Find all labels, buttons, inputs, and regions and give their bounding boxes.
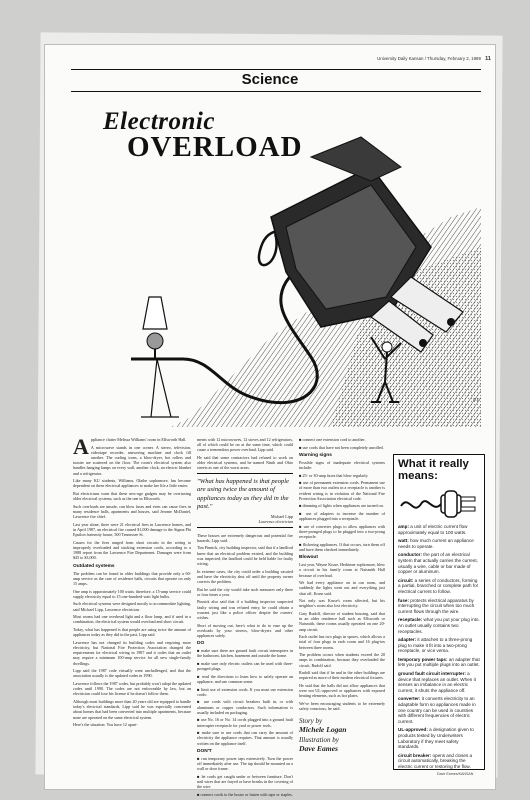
body-paragraph: But electricians warn that these new-age gadgets may be overtaxing older electrical systems, such as the one in Ellsworth. bbox=[73, 491, 191, 502]
glossary-entry bbox=[398, 671, 480, 693]
running-head bbox=[251, 56, 491, 62]
glossary-term: amp: bbox=[398, 524, 409, 529]
body-paragraph: Causes for the fires ranged from short circuits in the wiring to improperly overloaded and stacking extension cords, according to a 1988 report from the Lawrence Fire Department. Damages were from $45 to $3,000. bbox=[73, 539, 191, 561]
do-item: ■ make sure there are ground fault circuit interrupters in the bathroom, kitchen, basement and outside the home. bbox=[197, 648, 293, 659]
byline-story-name: Michele Logan bbox=[299, 725, 347, 735]
body-paragraph: Such electrical systems were designed mostly to accommodate lighting, said Michael Lipp, Lawrence electrician. bbox=[73, 601, 191, 612]
byline bbox=[299, 717, 385, 753]
glossary-term: ground fault circuit interrupter: bbox=[398, 671, 466, 677]
blowout-paragraph: Gary Rudolf, director of student housing, said that in an older residence hall such as Ellsworth or Naismith, these rooms usually operated on one 20-amp circuit. bbox=[299, 610, 385, 632]
glossary-entry bbox=[398, 727, 480, 749]
warning-paragraph: Possible signs of inadequate electrical systems include: bbox=[299, 459, 385, 470]
warning-paragraph: ■ flickering appliances. If that occurs, turn them off and have them checked immediately. bbox=[299, 541, 385, 552]
glossary-term: UL-approved: bbox=[398, 727, 428, 733]
body-paragraph: Tim Pinnick, city building inspector, said that if a landlord knew that an electrical problem existed, and the building was inspected, the landlord could be held liable for faulty wiring. bbox=[197, 545, 293, 567]
headline-electronic: Electronic bbox=[103, 108, 215, 135]
subhead-do: DO bbox=[197, 641, 205, 647]
byline-story-label: Story by bbox=[299, 717, 323, 726]
dropcap-letter: A bbox=[73, 434, 89, 459]
body-paragraph: Most rooms had one overhead light and a floor lamp, and if used in a combination, the electrical system would overload and short circuit. bbox=[73, 614, 191, 625]
glossary-entry bbox=[398, 524, 480, 535]
glossary-entry bbox=[398, 578, 480, 595]
do-item: ■ read the directions to learn how to safely operate an appliance, and use common sense. bbox=[197, 673, 293, 685]
body-paragraph: He said that some contractors had refused to work on older electrical systems, and he named Ninth and Ohio streets as one of the worst areas. bbox=[197, 455, 293, 471]
subhead-dont: DON'T bbox=[197, 748, 212, 754]
section-rule-bottom bbox=[71, 91, 481, 92]
glossary-definition: protects electrical apparatus by interrupting the circuit when too much current flows through the wire. bbox=[398, 597, 475, 614]
blowout-paragraph: The problem occurs when students exceed the 20 amps in combination, because they overloaded the circuit, Rudolf said. bbox=[299, 652, 385, 668]
plug-icon bbox=[399, 486, 479, 520]
blowout-paragraph: Each outlet has two plugs in spaces, which allows a total of four plugs in each room and 16 plug-ins between three rooms. bbox=[299, 634, 385, 650]
glossary-entry bbox=[398, 552, 480, 574]
running-head-text: University Daily Kansan / Thursday, February 2, 1989 bbox=[377, 56, 481, 61]
byline-illustration-name: Dave Eames bbox=[299, 744, 339, 754]
pull-quote-author: Michael Lipp bbox=[270, 513, 293, 519]
artist-signature: D.E. bbox=[473, 397, 481, 402]
pull-quote-affiliation: Lawrence electrician bbox=[258, 518, 293, 524]
pull-quote bbox=[197, 473, 293, 528]
glossary-entry bbox=[398, 753, 480, 770]
glossary-term: watt: bbox=[398, 538, 409, 544]
glossary-definition: a series of conductors, forming a partial, branched or complete path for electrical current to follow. bbox=[398, 577, 479, 594]
article-column-3 bbox=[299, 437, 385, 755]
glossary-definition: what you put your plug into. An outlet usually contains two receptacles. bbox=[398, 617, 480, 634]
body-paragraph: But he said the city would take such measures only three or four times a year. bbox=[197, 586, 293, 597]
glossary-term: circuit: bbox=[398, 577, 414, 583]
subhead-warning-signs: Warning signs bbox=[299, 452, 332, 458]
headline-overload: OVERLOAD bbox=[127, 131, 303, 163]
do-item: ■ make sure only electric outlets can be used with three-pronged plugs. bbox=[197, 661, 293, 672]
page-number: 11 bbox=[485, 56, 491, 62]
glossary-definition: a designation given to products tested by Underwriters Laboratory if they meet safety standards. bbox=[398, 727, 474, 750]
do-item: ■ limit use of extension cords. If you must use extension cords: bbox=[197, 686, 293, 697]
glossary-entry bbox=[398, 617, 480, 634]
glossary-definition: an adapter that lets you put multiple plugs into an outlet. bbox=[398, 656, 480, 668]
glossary-term: circuit breaker: bbox=[398, 752, 432, 758]
subhead-blowout: Blowout bbox=[299, 555, 318, 561]
glossary-entry bbox=[398, 538, 480, 549]
body-paragraph: Here's the situation: You have 12 apart- bbox=[73, 722, 138, 728]
warning-paragraph: ■ use of converter plugs to allow appliances with three-pronged plugs to be plugged into a two-prong receptacle. bbox=[299, 523, 385, 540]
body-paragraph: Lawrence has not changed its building codes and requiring more electricity, but National Fire Protection Association changed the requirements for electrical wiring in 1987 and it codes that an outlet may require a minimum 100-amp service for all new single-family dwellings. bbox=[73, 639, 191, 666]
glossary-entry bbox=[398, 657, 480, 668]
warning-paragraph: ■ use of adapters to increase the number of appliances plugged into a receptacle. bbox=[299, 510, 385, 522]
glossary-definition: it converts electricity to an adaptable form so appliances made in one country can be used in countries with different frequencies of electric current. bbox=[398, 696, 476, 724]
warning-paragraph: ■ use of permanent extension cords. Permanent use of more than two outlets in a receptacle is another is evident wiring is in violation of the National Fire Protection Association electrical code. bbox=[299, 480, 385, 501]
section-rule-top bbox=[71, 69, 481, 70]
article-column-1 bbox=[73, 434, 191, 730]
blowout-paragraph: Last year, Wayne Kruse, Herkimer sophomore, blew a circuit in his family room at Naismith Hall because of overload. bbox=[299, 562, 385, 578]
blowout-paragraph: We've been encouraging students to be extremely safety conscious, he said. bbox=[299, 700, 385, 712]
glossary-term: fuse: bbox=[398, 597, 409, 603]
do-item: ■ use cords with circuit breakers built in, or with aluminum or copper conductors. Such information is usually included on packaging. bbox=[197, 699, 293, 715]
glossary-definition: opens and closes a circuit automatically, breaking the electric current or restoring the flow. bbox=[398, 752, 473, 769]
body-paragraph: Although most buildings more than 20 years old are equipped to handle today's electrical standards, Lipp said he was especially concerned about homes that had been converted into multiple apartments, because none are operated on the same electrical system. bbox=[73, 699, 191, 720]
section-title: Science bbox=[241, 71, 299, 88]
glossary-term: temporary power taps: bbox=[398, 656, 448, 662]
dont-item: ■ use cords that have not been completely unrolled. bbox=[299, 444, 384, 450]
body-paragraph: Today, what has happened is that people are using twice the amount of appliances today as they did in the past, Lipp said. bbox=[73, 627, 191, 638]
body-paragraph: Like many KU students, Williams, Olathe sophomore, has become dependent on these electrical appliances to make her life a little easier. bbox=[73, 478, 191, 489]
body-paragraph: A microwave stands in one corner. A stereo, television, videotape recorder, answering machine and clock fill another. The curling irons, a blow-dryer, hot rollers and toaster are scattered on the floor. The room's electrical system also handles hanging lamps on every wall, another clock, an electric blanket and a refrigerator. bbox=[73, 444, 191, 476]
do-item: ■ make sure to use cords that can carry the amount of electricity the appliance requires. That amount is usually written on the appliance itself. bbox=[197, 730, 293, 746]
body-paragraph: In extreme cases, the city could order a building vacated and have the electricity shut off until the property owner corrects the problem. bbox=[197, 568, 293, 585]
pull-quote-text: "What has happened is that people are using twice the amount of appliances today as they did in the past." bbox=[197, 478, 289, 511]
warning-paragraph: ■ 25- or 30-amp fuses that blow regularly. bbox=[299, 472, 369, 478]
glossary-definition: how much current an appliance needs to operate. bbox=[398, 538, 474, 549]
glossary-term: adapter: bbox=[398, 637, 417, 643]
article-column-2 bbox=[197, 437, 293, 799]
body-paragraph: One amp is approximately 100 watts; therefore, a 15-amp service could supply electricity equal to 15 one-hundred-watt light bulbs. bbox=[73, 588, 191, 599]
glossary-term: conductor: bbox=[398, 552, 422, 558]
glossary-term: receptacle: bbox=[398, 617, 423, 623]
glossary-entry bbox=[398, 637, 480, 654]
byline-illustration-label: Illustration by bbox=[299, 736, 339, 745]
body-paragraph: Pinnick also said that if a building inspector suspected faulty wiring and was refused entry, he could obtain a warrant just like a police officer despite the owners' wishes. bbox=[197, 599, 293, 621]
illustration-credit: Dave Eames/KANSAN bbox=[437, 772, 474, 776]
blowout-paragraph: He said that the halls did not allow appliances that were not UL-approved or appliances with exposed heating elements, such as hot plates. bbox=[299, 682, 385, 699]
glossary-term: converter: bbox=[398, 696, 421, 702]
dont-item: ■ connect one extension cord to another. bbox=[299, 437, 366, 442]
body-paragraph: Such overloads are unsafe, can blow fuses and even can cause fires in many residence halls, apartments and houses, said Jerome McDaniel, Lawrence fire chief. bbox=[73, 503, 191, 520]
body-paragraph: Lawrence follows the 1987 codes, but probably won't adopt the updated codes until 1990. The codes are not enforceable by law, but an electrician could lose his license if he doesn't follow them. bbox=[73, 681, 191, 697]
glossary-definition: the part of an electrical system that actually carries the current, usually a wire, cable or bar made of copper or aluminum. bbox=[398, 552, 478, 575]
body-paragraph: Short of moving out, here's what to do to ease up the overloads by your stereos, blow-dryers and other appliances safely. bbox=[197, 622, 293, 639]
lead-paragraph bbox=[73, 434, 191, 459]
warning-paragraph: ■ dimming of lights when appliances are turned on. bbox=[299, 503, 384, 509]
glossary-entry bbox=[398, 598, 480, 615]
body-paragraph: These houses are extremely dangerous and potential fire hazards, Lipp said. bbox=[197, 532, 293, 543]
body-paragraph: Last year alone, there were 21 electrical fires in Lawrence homes, and in April 1987, an electrical fire caused $1,000 damage to the Sigma Phi Epsilon fraternity house, 500 Tennessee St. bbox=[73, 521, 191, 538]
glossary-definition: it attaches to a three-prong plug to make it fit into a two-prong receptacle, or vice versa. bbox=[398, 637, 473, 654]
body-paragraph: The problem can be found in older buildings that provide only a 60-amp service as the case of residence halls, circuits that operate on only 15 amps. bbox=[73, 570, 191, 587]
glossary-entry bbox=[398, 696, 480, 724]
blowout-paragraph: Not only was Kruse's room affected, but his neighbor's room also lost electricity. bbox=[299, 598, 385, 609]
subhead-outdated-systems: Outdated systems bbox=[73, 563, 115, 569]
newspaper-page bbox=[44, 44, 496, 797]
do-item: ■ use No. 16 or No. 14 cords plugged into a ground fault interrupter receptacle for yard or power tools. bbox=[197, 717, 293, 728]
dont-item: ■ run temporary power taps extensively. Turn the power off immediately after use. The tap should be mounted on a wall or door frame. bbox=[197, 755, 293, 772]
glossary-definition: a unit of electric current flow approximately equal to 100 watts. bbox=[398, 524, 468, 535]
glossary-definition: a device that replaces an outlet. When it senses an imbalance in an electric current, it shuts the appliance off. bbox=[398, 671, 476, 693]
blowout-paragraph: Rudolf said that if he and in the other buildings are required as more of their modern electrical fixtures. bbox=[299, 670, 385, 681]
body-paragraph: Lipp said the 1987 code virtually went unchallenged, and that the association usually is the updated codes in 1990. bbox=[73, 668, 191, 679]
glossary-sidebar bbox=[393, 454, 485, 770]
lead-paragraph-text: ppliance clutter Melissa Williams' room in Ellsworth Hall. bbox=[90, 437, 187, 442]
body-paragraph: ments with 12 microwaves, 12 stoves and 12 refrigerators, all of which could be on at the same time, which could cause a tremendous power overload, Lipp said. bbox=[197, 437, 293, 453]
dont-item: ■ connect cords to the house or fasten with tape or staples. bbox=[197, 791, 293, 797]
dont-item: ■ let cords get caught under or between furniture. Don't nail wires that are frayed or have breaks in the covering of the wire. bbox=[197, 773, 293, 790]
glossary-title: What it really means: bbox=[398, 458, 469, 482]
blowout-paragraph: We had every appliance on in our room, and suddenly the lights went out and everything just shut off, Kruse said. bbox=[299, 580, 385, 596]
